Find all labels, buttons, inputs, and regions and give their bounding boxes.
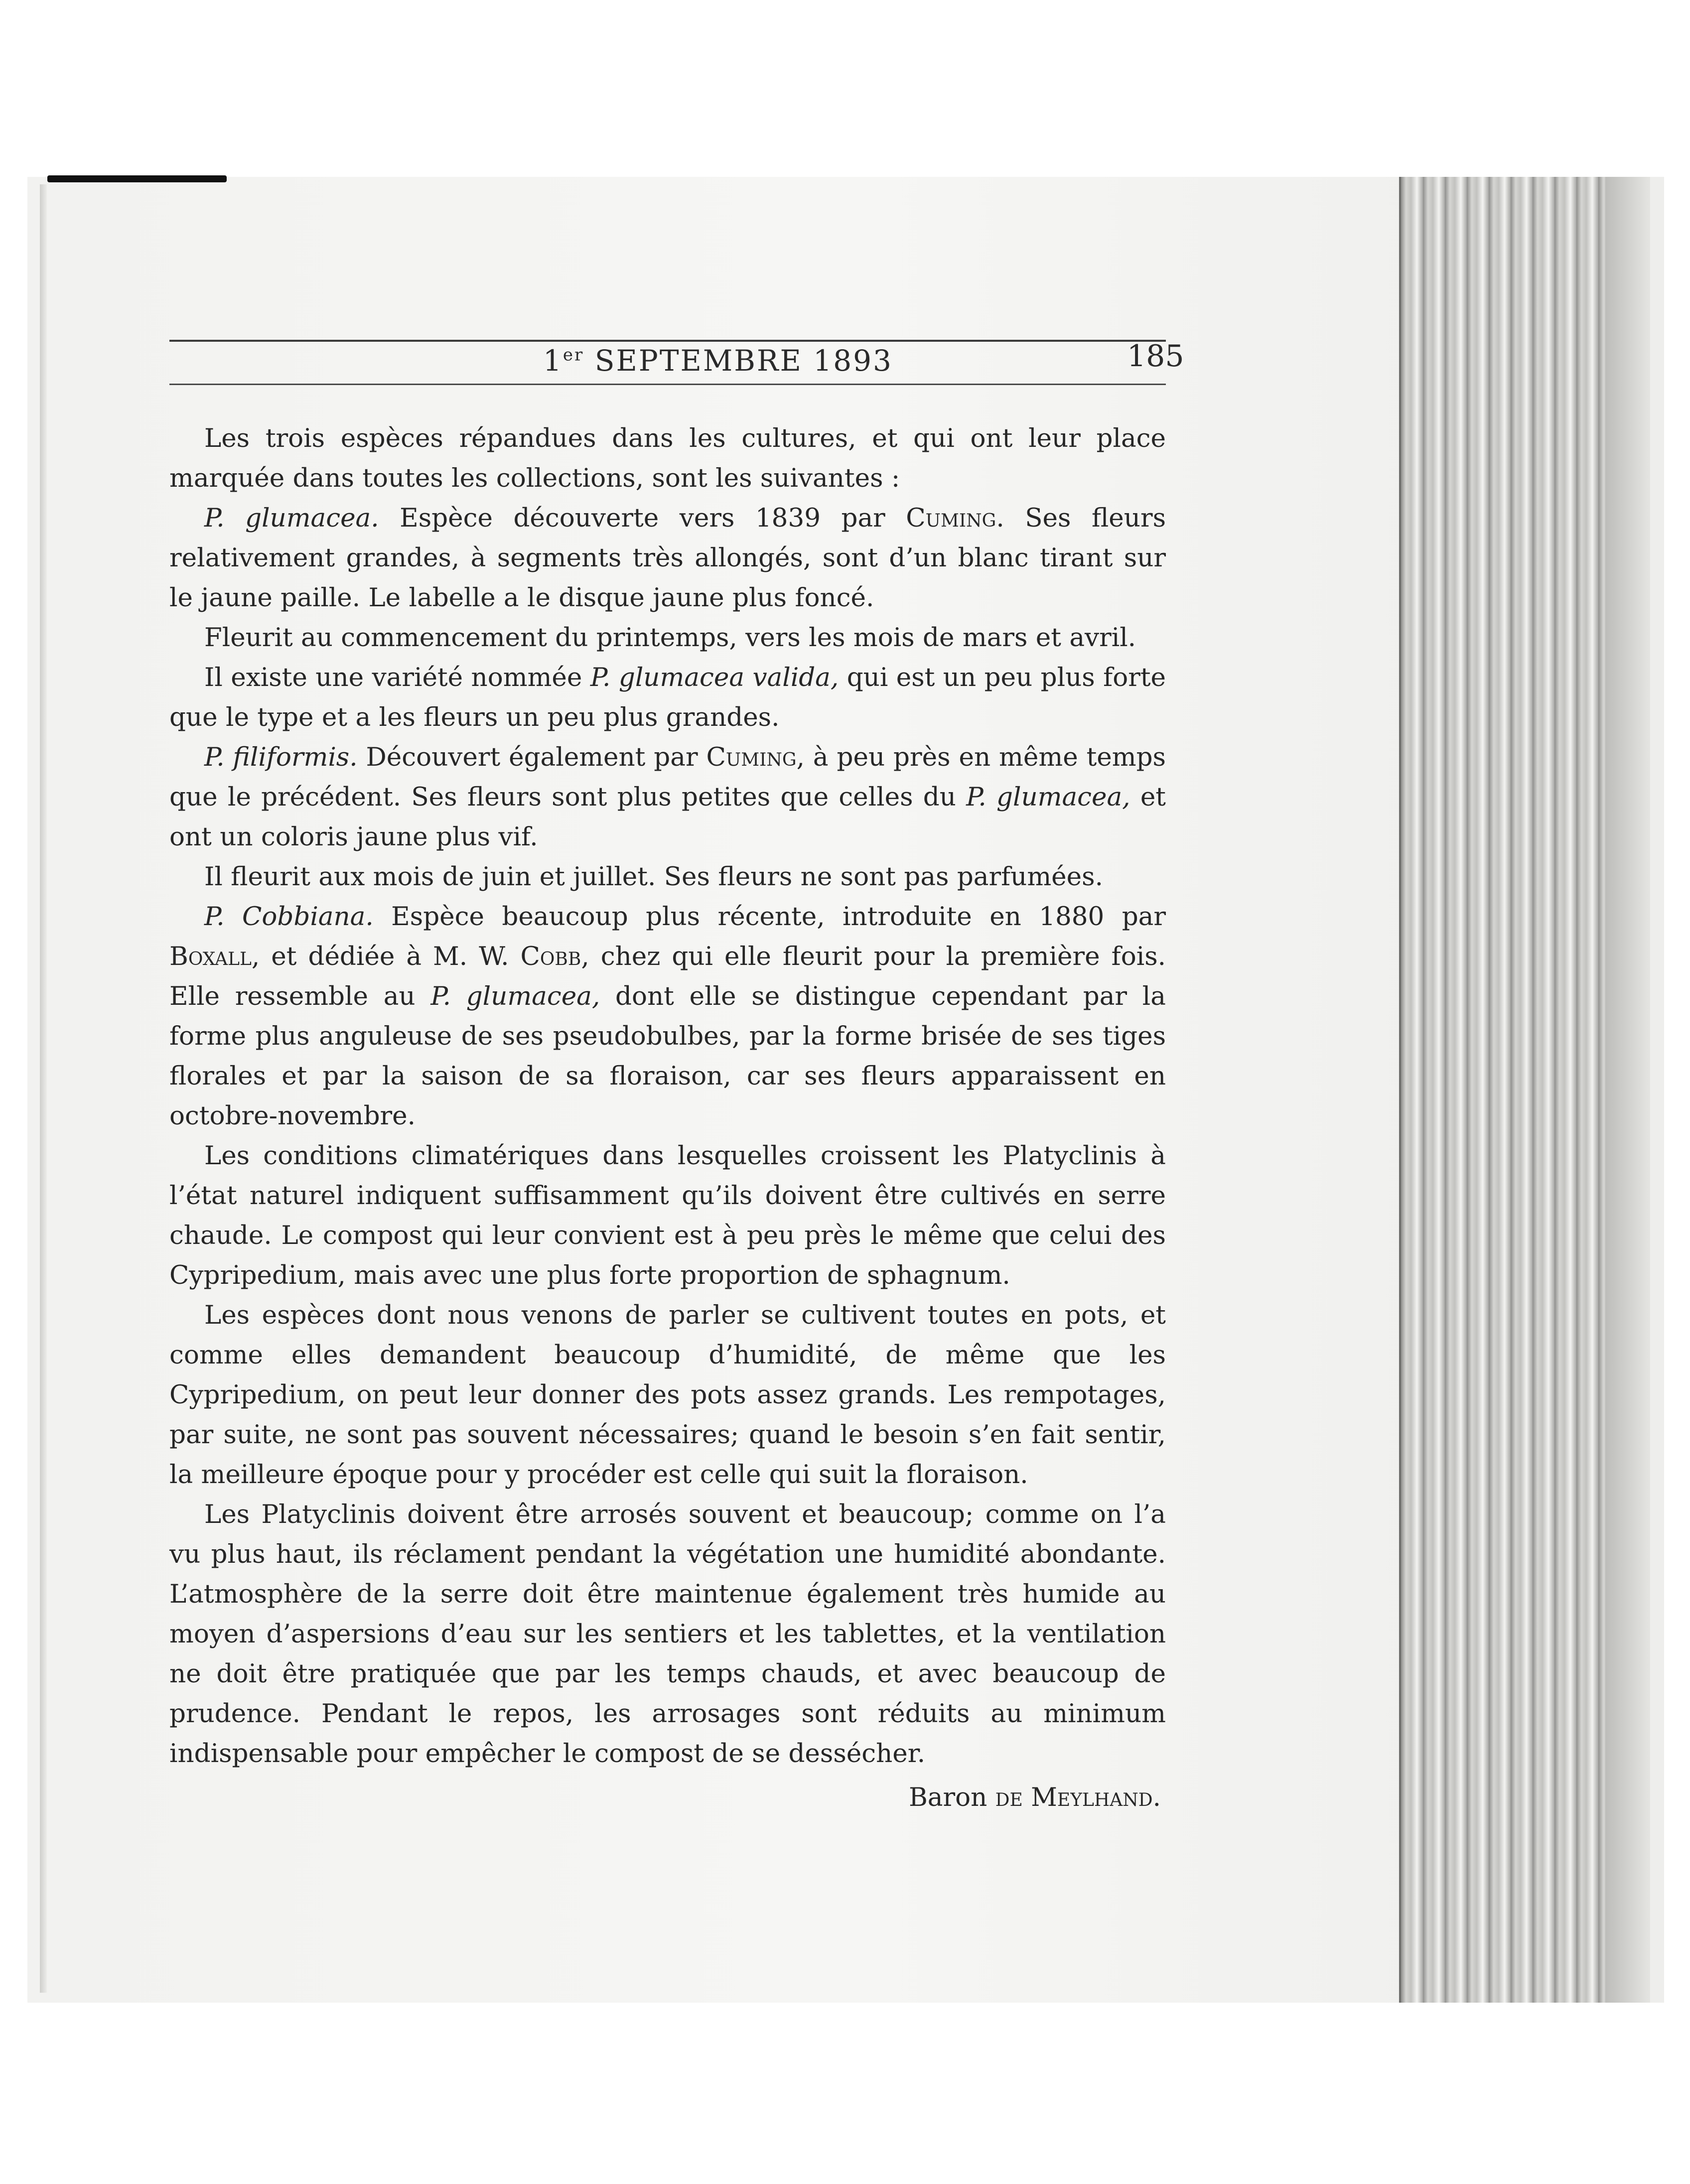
paragraph: Il existe une variété nommée P. glumacea valida, qui est un peu plus forte que le type et a les fleurs un peu plus grandes.: [169, 663, 1166, 732]
header-rule-top: [169, 340, 1166, 342]
paragraph: Il fleurit aux mois de juin et juillet. Ses fleurs ne sont pas parfumées.: [204, 862, 1103, 892]
book-page-edges: [1399, 177, 1650, 2003]
running-header-date: 1er SEPTEMBRE 1893: [543, 344, 893, 378]
paragraph: Les trois espèces répandues dans les cultures, et qui ont leur place marquée dans toutes les collections, sont les suivantes :: [169, 423, 1166, 493]
paragraph: Les Platyclinis doivent être arrosés souvent et beaucoup; comme on l’a vu plus haut, ils réclament pendant la végétation une humidité abondante. L’atmosphère de la serre doit être maintenue également très humide au moyen d’aspersions d’eau sur les sentiers et les tablettes, et la ventilation ne doit être pratiquée que par les temps chauds, et avec beaucoup de prudence. Pendant le repos, les arrosages sont réduits au minimum indispensable pour empêcher le compost de se dessécher.: [169, 1500, 1166, 1769]
paragraph: Les conditions climatériques dans lesquelles croissent les Platyclinis à l’état naturel indiquent suffisamment qu’ils doivent être cultivés en serre chaude. Le compost qui leur convient est à peu près le même que celui des Cypripedium, mais avec une plus forte proportion de sphagnum.: [169, 1141, 1166, 1290]
header-rule-bottom: [169, 384, 1166, 385]
scan-shadow: [47, 175, 227, 182]
paragraph: Fleurit au commencement du printemps, vers les mois de mars et avril.: [204, 623, 1136, 653]
body-text: [169, 418, 1166, 1817]
paragraph: P. glumacea. Espèce découverte vers 1839 par Cuming. Ses fleurs relativement grandes, à segments très allongés, sont d’un blanc tirant sur le jaune paille. Le labelle a le disque jaune plus foncé.: [169, 503, 1166, 613]
author-signature: Baron de Meylhand.: [908, 1782, 1161, 1812]
paragraph: P. Cobbiana. Espèce beaucoup plus récente, introduite en 1880 par Boxall, et dédiée à M. W. Cobb, chez qui elle fleurit pour la première fois. Elle ressemble au P. glumacea, dont elle se distingue cependant par la forme plus anguleuse de ses pseudobulbes, par la forme brisée de ses tiges florales et par la saison de sa floraison, car ses fleurs apparaissent en octobre-novembre.: [169, 902, 1166, 1131]
page-number: 185: [1127, 339, 1184, 374]
paragraph: P. filiformis. Découvert également par Cuming, à peu près en même temps que le précédent. Ses fleurs sont plus petites que celles du P. glumacea, et ont un coloris jaune plus vif.: [169, 742, 1166, 852]
page-left-edge: [40, 184, 47, 1993]
paragraph: Les espèces dont nous venons de parler se cultivent toutes en pots, et comme elles demandent beaucoup d’humidité, de même que les Cypripedium, on peut leur donner des pots assez grands. Les rempotages, par suite, ne sont pas souvent nécessaires; quand le besoin s’en fait sentir, la meilleure époque pour y procéder est celle qui suit la floraison.: [169, 1300, 1166, 1490]
